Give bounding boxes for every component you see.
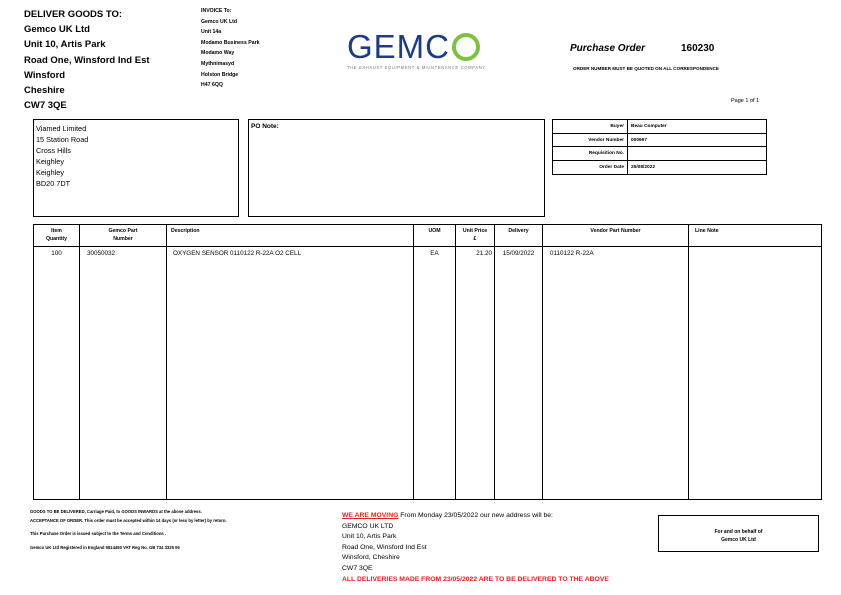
- supplier-line: Keighley: [36, 168, 64, 177]
- info-value: Beau Computer: [628, 120, 767, 134]
- supplier-line: Viamed Limited: [36, 124, 87, 133]
- table-header-row: [34, 225, 822, 247]
- deliver-line: CW7 3QE: [24, 100, 67, 112]
- moving-notice: [342, 511, 609, 585]
- table-empty-area: [34, 263, 822, 500]
- table-row: [34, 247, 822, 263]
- col-header-delivery: Delivery: [495, 225, 543, 247]
- supplier-line: 15 Station Road: [36, 135, 89, 144]
- invoice-heading: INVOICE To:: [201, 8, 232, 14]
- order-number-notice: ORDER NUMBER MUST BE QUOTED ON ALL CORRESPONDENCE: [573, 66, 719, 71]
- deliver-heading: DELIVER GOODS TO:: [24, 9, 123, 20]
- line-items-table: [33, 224, 822, 500]
- deliver-line: Gemco UK Ltd: [24, 24, 90, 36]
- cell-vendor-part: 0110122 R-22A: [543, 247, 689, 263]
- info-value: 000697: [628, 133, 767, 147]
- info-key: Requisition No.: [553, 147, 628, 161]
- moving-line: CW7 3QE: [342, 564, 373, 572]
- invoice-line: Mythnimasyd: [201, 60, 235, 67]
- col-header-part: Gemco Part Number: [80, 225, 167, 247]
- deliver-line: Cheshire: [24, 85, 65, 97]
- on-behalf-box: [658, 515, 819, 552]
- cell-quantity: 100: [34, 247, 80, 263]
- cell-line-note: [689, 247, 822, 263]
- terms-line: This Purchase Order is issued subject to the Terms and Conditions .: [30, 531, 167, 536]
- deliver-to-address: [24, 7, 150, 113]
- moving-line: GEMCO UK LTD: [342, 522, 394, 530]
- order-info-table: [552, 119, 767, 175]
- info-row: [553, 133, 767, 147]
- info-key: Buyer: [553, 120, 628, 134]
- col-header-line-note: Line Note: [689, 225, 822, 247]
- invoice-line: Modamo Business Park: [201, 39, 260, 46]
- supplier-line: BD20 7DT: [36, 179, 71, 188]
- terms-line: ACCEPTANCE OF ORDER. This order must be accepted within 14 days (or less by letter) by return.: [30, 517, 227, 523]
- info-row: [553, 161, 767, 175]
- terms-line: GOODS TO BE DELIVERED, Carriage Paid, to GOODS INWARDS at the above address.: [30, 509, 202, 514]
- cell-part-number: 30050032: [80, 247, 167, 263]
- moving-line: Winsford, Cheshire: [342, 554, 400, 562]
- logo-o-ring-icon: [452, 33, 480, 61]
- purchase-order-number: 160230: [681, 43, 715, 54]
- invoice-line: Gemco UK Ltd: [201, 18, 238, 25]
- col-header-quantity: Item Quantity: [34, 225, 80, 247]
- moving-footer: ALL DELIVERIES MADE FROM 23/05/2022 ARE TO BE DELIVERED TO THE ABOVE: [342, 575, 609, 583]
- gemco-logo: [347, 30, 527, 70]
- moving-line: Unit 10, Artis Park: [342, 533, 397, 541]
- supplier-address-box: [33, 119, 239, 217]
- invoice-line: Unit 14a: [201, 29, 222, 36]
- po-note-label: PO Note:: [251, 123, 279, 130]
- moving-text: From Monday 23/05/2022 our new address will be:: [398, 512, 553, 519]
- behalf-line: Gemco UK Ltd: [721, 537, 756, 543]
- deliver-line: Road One, Winsford Ind Est: [24, 54, 150, 66]
- info-value: 25/08/2022: [628, 161, 767, 175]
- logo-tagline: THE EXHAUST EQUIPMENT & MAINTENANCE COMPANY: [347, 65, 486, 70]
- cell-delivery: 15/09/2022: [495, 247, 543, 263]
- info-row: [553, 147, 767, 161]
- page-indicator: Page 1 of 1: [731, 98, 760, 104]
- deliver-line: Winsford: [24, 69, 66, 81]
- supplier-line: Cross Hills: [36, 146, 71, 155]
- info-value: [628, 147, 767, 161]
- info-row: [553, 120, 767, 134]
- invoice-line: H47 6QQ: [201, 82, 223, 89]
- terms-block: [30, 508, 227, 552]
- deliver-line: Unit 10, Artis Park: [24, 39, 106, 51]
- invoice-to-address: [201, 6, 260, 91]
- info-key: Order Date: [553, 161, 628, 175]
- behalf-line: For and on behalf of: [714, 529, 763, 535]
- purchase-order-label: Purchase Order: [570, 43, 646, 54]
- logo-wordmark: GEMC: [347, 28, 450, 65]
- moving-line: Road One, Winsford Ind Est: [342, 543, 427, 551]
- cell-uom: EA: [414, 247, 456, 263]
- po-note-box: [248, 119, 545, 217]
- col-header-uom: UOM: [414, 225, 456, 247]
- col-header-unit-price: Unit Price £: [456, 225, 495, 247]
- terms-line: Gemco UK Ltd Registered in England 5814450 VAT Reg No. GB 734 3325 06: [30, 544, 180, 550]
- col-header-vendor-part: Vendor Part Number: [543, 225, 689, 247]
- cell-description: OXYGEN SENSOR 0110122 R-22A O2 CELL: [167, 247, 414, 263]
- invoice-line: Holston Bridge: [201, 71, 239, 78]
- supplier-line: Keighley: [36, 157, 64, 166]
- cell-unit-price: 21.20: [456, 247, 495, 263]
- invoice-line: Modamo Way: [201, 50, 235, 57]
- moving-lead: WE ARE MOVING: [342, 512, 399, 519]
- col-header-description: Description: [167, 225, 414, 247]
- info-key: Vendor Number: [553, 133, 628, 147]
